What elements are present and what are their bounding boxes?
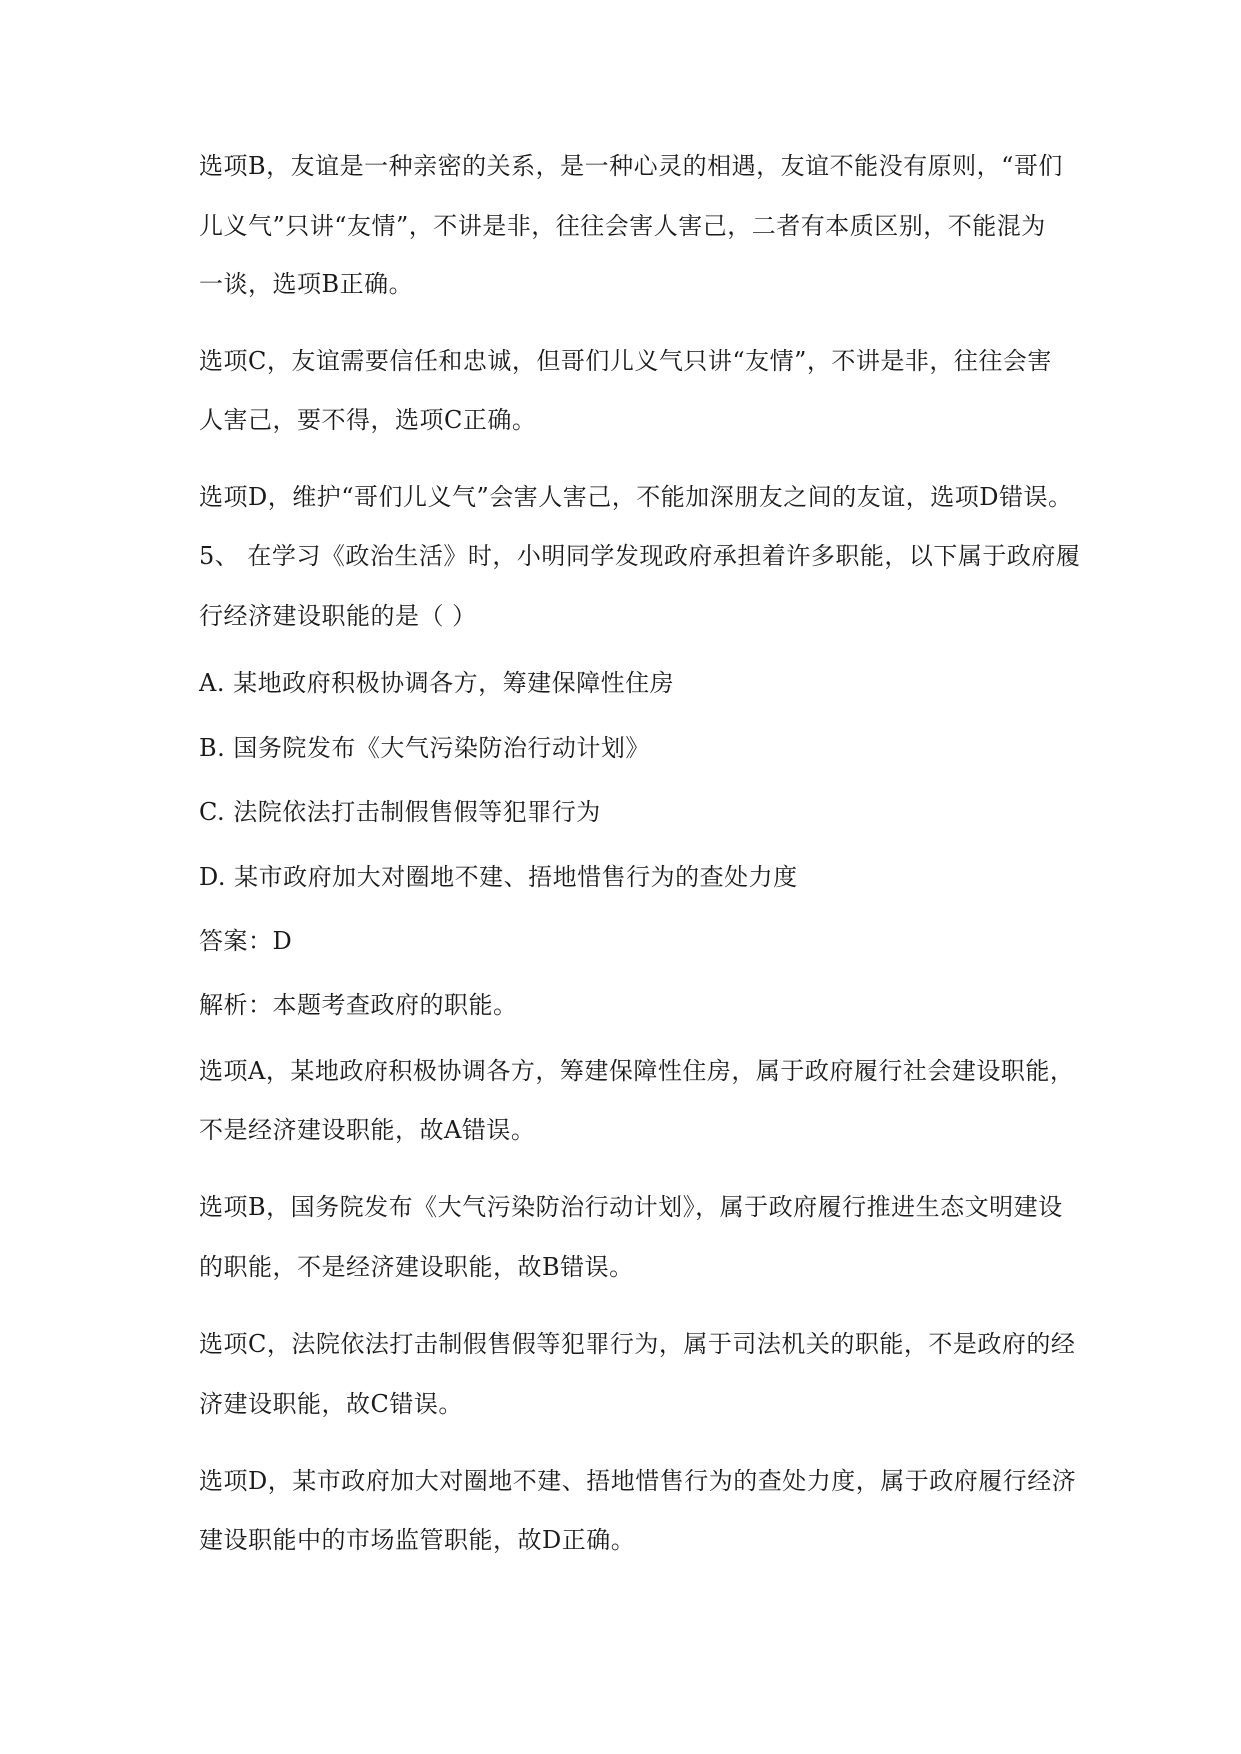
answer-line: 答案：D xyxy=(199,927,293,955)
text-line: 选项C，友谊需要信任和忠诚，但哥们儿义气只讲“友情”，不讲是非，往往会害 xyxy=(199,347,1052,375)
text-line: 儿义气”只讲“友情”，不讲是非，往往会害人害己，二者有本质区别，不能混为 xyxy=(199,212,1046,240)
text-line: 不是经济建设职能，故A错误。 xyxy=(199,1116,536,1144)
text-line: 建设职能中的市场监管职能，故D正确。 xyxy=(199,1526,636,1554)
option-d: D. 某市政府加大对圈地不建、捂地惜售行为的查处力度 xyxy=(199,863,798,891)
text-line: 选项C，法院依法打击制假售假等犯罪行为，属于司法机关的职能，不是政府的经 xyxy=(199,1330,1076,1358)
analysis-heading: 解析：本题考查政府的职能。 xyxy=(199,991,518,1019)
text-line: 的职能，不是经济建设职能，故B错误。 xyxy=(199,1253,634,1281)
text-line: 人害己，要不得，选项C正确。 xyxy=(199,406,537,434)
option-c: C. 法院依法打击制假售假等犯罪行为 xyxy=(199,798,601,826)
text-line: 选项A，某地政府积极协调各方，筹建保障性住房，属于政府履行社会建设职能， xyxy=(199,1057,1075,1085)
text-line: 选项D，维护“哥们儿义气”会害人害己，不能加深朋友之间的友谊，选项D错误。 xyxy=(199,483,1073,511)
text-line: 济建设职能，故C错误。 xyxy=(199,1390,463,1418)
option-a: A. 某地政府积极协调各方，筹建保障性住房 xyxy=(199,669,675,697)
text-line: 选项D，某市政府加大对圈地不建、捂地惜售行为的查处力度，属于政府履行经济 xyxy=(199,1467,1077,1495)
text-line: 一谈，选项B正确。 xyxy=(199,270,414,298)
option-b: B. 国务院发布《大气污染防治行动计划》 xyxy=(199,734,650,762)
text-line: 选项B，国务院发布《大气污染防治行动计划》，属于政府履行推进生态文明建设 xyxy=(199,1193,1063,1221)
question-stem: 行经济建设职能的是（ ） xyxy=(199,602,477,630)
text-line: 选项B，友谊是一种亲密的关系，是一种心灵的相遇，友谊不能没有原则，“哥们 xyxy=(199,152,1063,180)
question-stem: 5、 在学习《政治生活》时，小明同学发现政府承担着许多职能，以下属于政府履 xyxy=(199,542,1081,570)
